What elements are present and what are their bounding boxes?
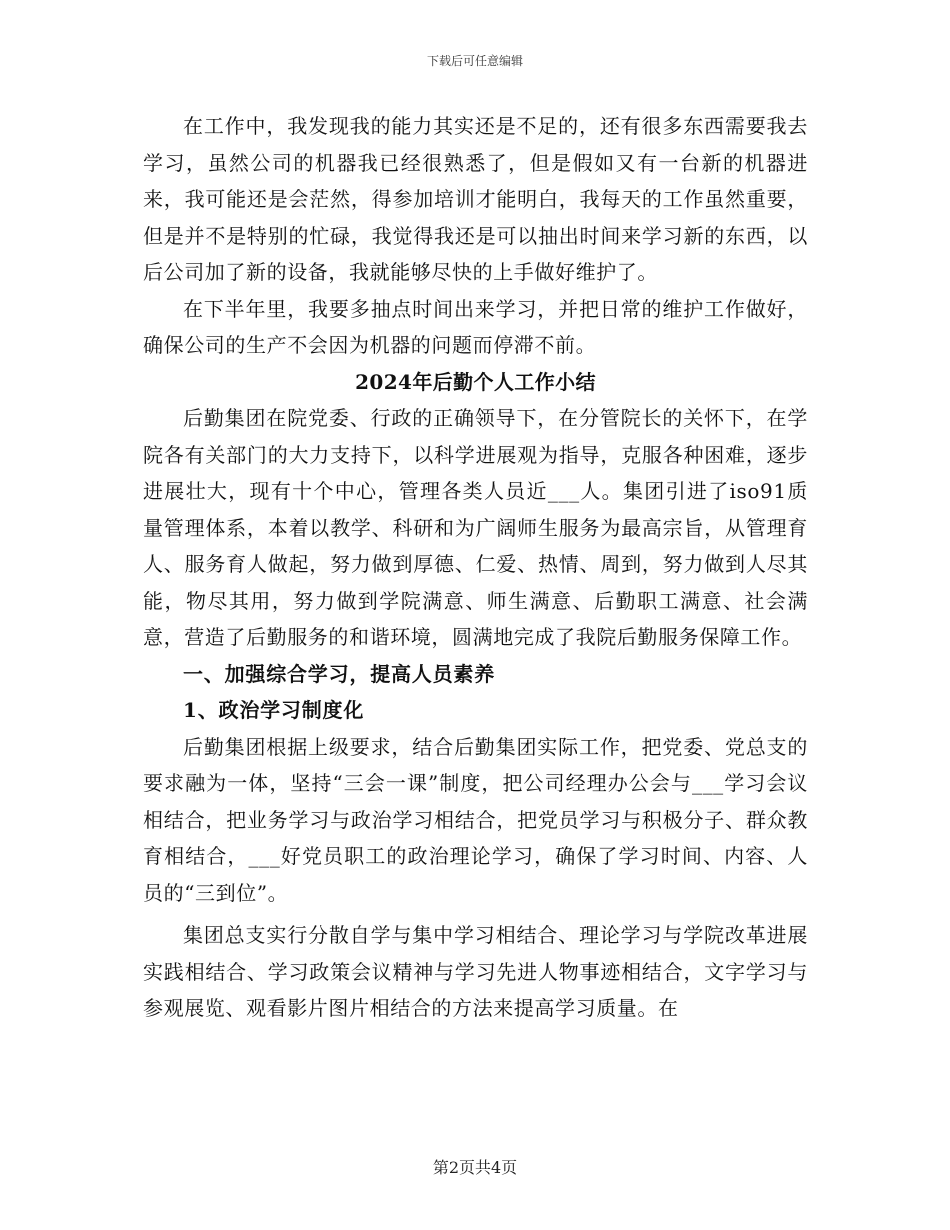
paragraph-2: 在下半年里，我要多抽点时间出来学习，并把日常的维护工作做好，确保公司的生产不会因为机器的问题而停滞不前。	[143, 296, 808, 357]
paragraph-1: 在工作中，我发现我的能力其实还是不足的，还有很多东西需要我去学习，虽然公司的机器我已经很熟悉了，但是假如又有一台新的机器进来，我可能还是会茫然，得参加培训才能明白，我每天的工作虽然重要，但是并不是特别的忙碌，我觉得我还是可以抽出时间来学习新的东西，以后公司加了新的设备，我就能够尽快的上手做好维护了。	[143, 114, 808, 284]
page-header: 下载后可任意编辑	[426, 54, 523, 68]
heading-2: 1、政治学习制度化	[183, 698, 365, 722]
section-title: 2024年后勤个人工作小结	[355, 369, 596, 394]
paragraph-3: 后勤集团在院党委、行政的正确领导下，在分管院长的关怀下，在学院各有关部门的大力支持下，以科学进展观为指导，克服各种困难，逐步进展壮大，现有十个中心，管理各类人员近___人。集团引进了iso91质量管理体系，本着以教学、科研和为广阔师生服务为最高宗旨，从管理育人、服务育人做起，努力做到厚德、仁爱、热情、周到，努力做到人尽其能，物尽其用，努力做到学院满意、师生满意、后勤职工满意、社会满意，营造了后勤服务的和谐环境，圆满地完成了我院后勤服务保障工作。	[143, 406, 808, 649]
paragraph-5: 集团总支实行分散自学与集中学习相结合、理论学习与学院改革进展实践相结合、学习政策会议精神与学习先进人物事迹相结合，文字学习与参观展览、观看影片图片相结合的方法来提高学习质量。在	[143, 923, 808, 1020]
page-footer: 第2页共4页	[432, 1158, 518, 1177]
paragraph-4: 后勤集团根据上级要求，结合后勤集团实际工作，把党委、党总支的要求融为一体，坚持“三会一课”制度，把公司经理办公会与___学习会议相结合，把业务学习与政治学习相结合，把党员学习与积极分子、群众教育相结合，___好党员职工的政治理论学习，确保了学习时间、内容、人员的“三到位”。	[143, 734, 808, 905]
heading-1: 一、加强综合学习，提高人员素养	[183, 661, 495, 686]
document-body	[143, 108, 808, 1027]
